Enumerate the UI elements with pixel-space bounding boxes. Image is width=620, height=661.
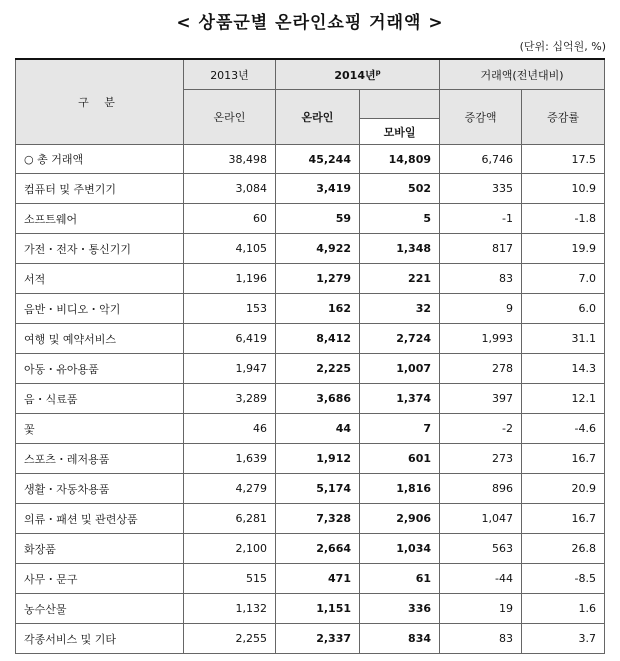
online-2013-cell: 1,132: [184, 594, 276, 624]
change-rate-cell: 19.9: [522, 234, 605, 264]
change-rate-cell: -8.5: [522, 564, 605, 594]
mobile-2014-cell: 834: [360, 624, 440, 654]
mobile-2014-cell: 1,348: [360, 234, 440, 264]
table-row: [16, 234, 605, 264]
online-2013-cell: 3,289: [184, 384, 276, 414]
online-2013-cell: 1,947: [184, 354, 276, 384]
online-2014-cell: 3,686: [276, 384, 360, 414]
change-rate-cell: -4.6: [522, 414, 605, 444]
table-row: [16, 594, 605, 624]
table-row: [16, 504, 605, 534]
change-rate-cell: 16.7: [522, 504, 605, 534]
preliminary-mark: p: [375, 67, 381, 76]
table-row: [16, 564, 605, 594]
category-cell: 음반・비디오・악기: [16, 294, 184, 324]
online-2013-cell: 38,498: [184, 145, 276, 174]
mobile-2014-cell: 1,816: [360, 474, 440, 504]
change-rate-cell: -1.8: [522, 204, 605, 234]
online-2014-cell: 1,151: [276, 594, 360, 624]
mobile-2014-cell: 2,906: [360, 504, 440, 534]
change-rate-cell: 14.3: [522, 354, 605, 384]
online-2013-cell: 46: [184, 414, 276, 444]
change-amount-cell: 9: [440, 294, 522, 324]
online-2014-cell: 7,328: [276, 504, 360, 534]
change-rate-cell: 3.7: [522, 624, 605, 654]
change-rate-cell: 31.1: [522, 324, 605, 354]
change-amount-cell: 563: [440, 534, 522, 564]
change-amount-cell: 817: [440, 234, 522, 264]
online-2014-cell: 44: [276, 414, 360, 444]
table-row: [16, 174, 605, 204]
mobile-2014-cell: 336: [360, 594, 440, 624]
table-row: [16, 414, 605, 444]
year-2014-label: 2014년: [334, 68, 376, 82]
change-amount-cell: 83: [440, 264, 522, 294]
mobile-2014-cell: 601: [360, 444, 440, 474]
online-2014-cell: 2,664: [276, 534, 360, 564]
change-amount-cell: 83: [440, 624, 522, 654]
change-amount-cell: 896: [440, 474, 522, 504]
mobile-2014-cell: 14,809: [360, 145, 440, 174]
category-cell: 의류・패션 및 관련상품: [16, 504, 184, 534]
online-2014-cell: 59: [276, 204, 360, 234]
online-2014-cell: 162: [276, 294, 360, 324]
mobile-2014-cell: 502: [360, 174, 440, 204]
category-cell: 각종서비스 및 기타: [16, 624, 184, 654]
table-row: [16, 264, 605, 294]
change-rate-cell: 6.0: [522, 294, 605, 324]
online-2013-cell: 2,100: [184, 534, 276, 564]
category-cell: 소프트웨어: [16, 204, 184, 234]
online-2013-cell: 6,419: [184, 324, 276, 354]
header-year-2013: 2013년: [184, 59, 276, 90]
mobile-2014-cell: 1,374: [360, 384, 440, 414]
table-row: [16, 294, 605, 324]
header-change-rate: 증감률: [522, 90, 605, 145]
online-2013-cell: 1,639: [184, 444, 276, 474]
mobile-2014-cell: 221: [360, 264, 440, 294]
change-amount-cell: 273: [440, 444, 522, 474]
sales-table: [15, 58, 605, 654]
category-cell: 아동・유아용품: [16, 354, 184, 384]
online-2014-cell: 4,922: [276, 234, 360, 264]
table-row: [16, 474, 605, 504]
online-2014-cell: 3,419: [276, 174, 360, 204]
change-amount-cell: 278: [440, 354, 522, 384]
online-2014-cell: 1,279: [276, 264, 360, 294]
header-change-amount: 증감액: [440, 90, 522, 145]
table-row: [16, 204, 605, 234]
online-2013-cell: 515: [184, 564, 276, 594]
online-2014-cell: 2,337: [276, 624, 360, 654]
change-amount-cell: -1: [440, 204, 522, 234]
change-amount-cell: 335: [440, 174, 522, 204]
change-rate-cell: 1.6: [522, 594, 605, 624]
change-rate-cell: 10.9: [522, 174, 605, 204]
header-category: 구 분: [16, 59, 184, 145]
category-cell: 꽃: [16, 414, 184, 444]
unit-note: (단위: 십억원, %): [519, 40, 606, 53]
category-cell: 가전・전자・통신기기: [16, 234, 184, 264]
mobile-2014-cell: 5: [360, 204, 440, 234]
header-online-2014: 온라인: [276, 90, 360, 145]
change-amount-cell: -44: [440, 564, 522, 594]
category-cell: 음・식료품: [16, 384, 184, 414]
change-amount-cell: -2: [440, 414, 522, 444]
online-2013-cell: 1,196: [184, 264, 276, 294]
table-row: [16, 444, 605, 474]
online-2013-cell: 6,281: [184, 504, 276, 534]
change-rate-cell: 7.0: [522, 264, 605, 294]
change-rate-cell: 16.7: [522, 444, 605, 474]
table-row: [16, 534, 605, 564]
category-cell: 여행 및 예약서비스: [16, 324, 184, 354]
change-amount-cell: 1,993: [440, 324, 522, 354]
online-2014-cell: 1,912: [276, 444, 360, 474]
header-online-2013: 온라인: [184, 90, 276, 145]
header-mobile: 모바일: [360, 119, 440, 145]
header-row-1: [16, 59, 605, 90]
mobile-2014-cell: 1,034: [360, 534, 440, 564]
change-amount-cell: 6,746: [440, 145, 522, 174]
table-row: [16, 324, 605, 354]
change-amount-cell: 19: [440, 594, 522, 624]
mobile-2014-cell: 7: [360, 414, 440, 444]
category-cell: 농수산물: [16, 594, 184, 624]
online-2013-cell: 3,084: [184, 174, 276, 204]
table-row: [16, 624, 605, 654]
category-cell: 사무・문구: [16, 564, 184, 594]
table-row: [16, 354, 605, 384]
online-2013-cell: 4,105: [184, 234, 276, 264]
category-cell: 컴퓨터 및 주변기기: [16, 174, 184, 204]
online-2013-cell: 153: [184, 294, 276, 324]
online-2013-cell: 4,279: [184, 474, 276, 504]
page-title: < 상품군별 온라인쇼핑 거래액 >: [176, 13, 444, 33]
change-rate-cell: 17.5: [522, 145, 605, 174]
change-rate-cell: 26.8: [522, 534, 605, 564]
header-year-2014: [276, 59, 440, 90]
table-row: [16, 384, 605, 414]
change-amount-cell: 397: [440, 384, 522, 414]
category-cell: 서적: [16, 264, 184, 294]
mobile-2014-cell: 32: [360, 294, 440, 324]
online-2014-cell: 8,412: [276, 324, 360, 354]
change-rate-cell: 20.9: [522, 474, 605, 504]
header-trade: 거래액(전년대비): [440, 59, 605, 90]
online-2014-cell: 45,244: [276, 145, 360, 174]
category-cell: 화장품: [16, 534, 184, 564]
online-2013-cell: 60: [184, 204, 276, 234]
mobile-2014-cell: 1,007: [360, 354, 440, 384]
change-amount-cell: 1,047: [440, 504, 522, 534]
category-cell: 스포츠・레저용품: [16, 444, 184, 474]
online-2013-cell: 2,255: [184, 624, 276, 654]
category-cell: ○ 총 거래액: [16, 145, 184, 174]
header-mobile-top: [360, 90, 440, 119]
mobile-2014-cell: 61: [360, 564, 440, 594]
online-2014-cell: 471: [276, 564, 360, 594]
category-cell: 생활・자동차용품: [16, 474, 184, 504]
mobile-2014-cell: 2,724: [360, 324, 440, 354]
total-row: [16, 145, 605, 174]
change-rate-cell: 12.1: [522, 384, 605, 414]
online-2014-cell: 5,174: [276, 474, 360, 504]
online-2014-cell: 2,225: [276, 354, 360, 384]
